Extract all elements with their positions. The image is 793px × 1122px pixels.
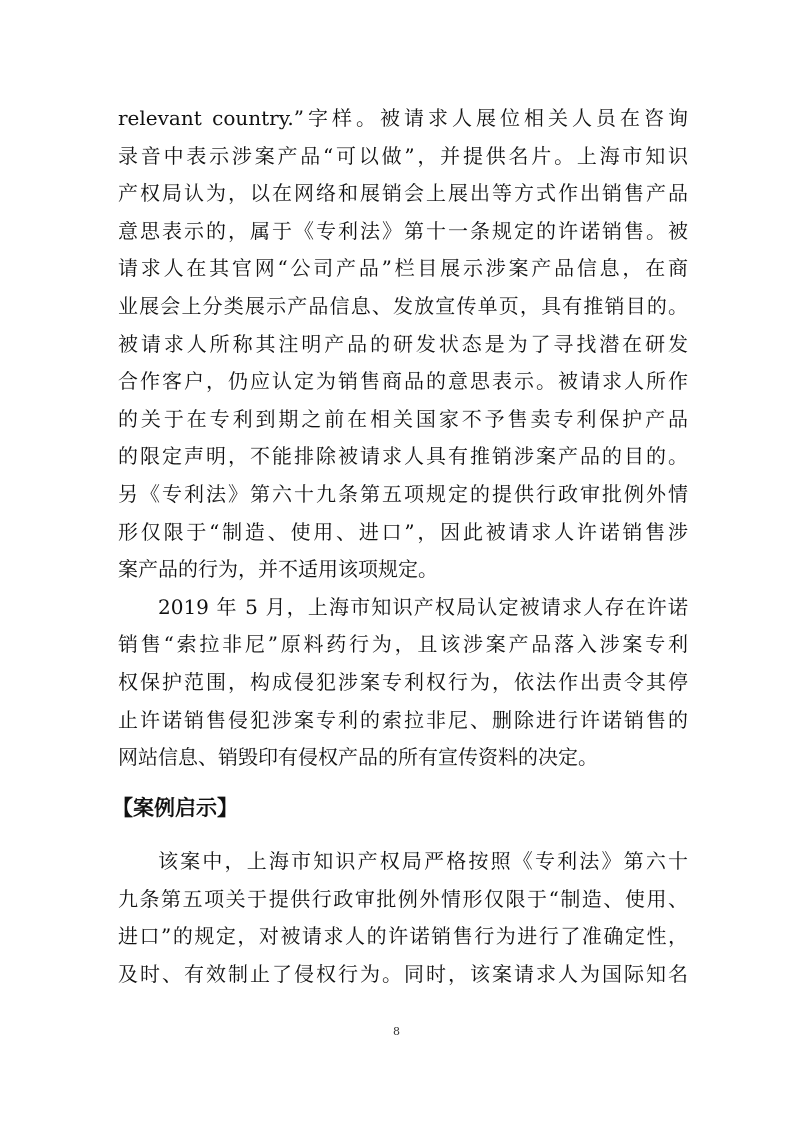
body-text-lower [118,843,688,993]
text-line: 网站信息、销毁印有侵权产品的所有宣传资料的决定。 [118,745,598,770]
text-line: 九条第五项关于提供行政审批例外情形仅限于“制造、使用、 [118,886,688,911]
text-line: 销售“索拉非尼”原料药行为，且该涉案产品落入涉案专利 [118,632,688,657]
text-line: 案产品的行为，并不适用该项规定。 [118,557,438,582]
text-line: 合作客户，仍应认定为销售商品的意思表示。被请求人所作 [118,369,688,394]
text-line: 该案中，上海市知识产权局严格按照《专利法》第六十 [158,849,688,873]
text-line: 另《专利法》第六十九条第五项规定的提供行政审批例外情 [118,481,688,506]
text-line: 意思表示的，属于《专利法》第十一条规定的许诺销售。被 [118,218,688,243]
text-line: 的限定声明，不能排除被请求人具有推销涉案产品的目的。 [118,444,688,469]
text-line: 形仅限于“制造、使用、进口”，因此被请求人许诺销售涉 [118,519,688,544]
text-line: 进口”的规定，对被请求人的许诺销售行为进行了准确定性， [118,924,688,949]
text-line: 产权局认为，以在网络和展销会上展出等方式作出销售产品 [118,181,688,206]
text-line: 及时、有效制止了侵权行为。同时，该案请求人为国际知名 [118,961,688,986]
text-line: 录音中表示涉案产品“可以做”，并提供名片。上海市知识 [118,143,688,168]
text-line: 止许诺销售侵犯涉案专利的索拉非尼、删除进行许诺销售的 [118,707,688,732]
page-number: 8 [393,1025,400,1038]
text-line: relevant country.”字样。被请求人展位相关人员在咨询 [118,106,688,130]
section-heading: 【案例启示】 [112,796,238,820]
text-line: 被请求人所称其注明产品的研发状态是为了寻找潜在研发 [118,331,688,356]
text-line: 业展会上分类展示产品信息、发放宣传单页，具有推销目的。 [118,293,688,318]
body-text-upper [118,100,688,777]
text-line: 请求人在其官网“公司产品”栏目展示涉案产品信息，在商 [118,256,688,281]
text-line: 的关于在专利到期之前在相关国家不予售卖专利保护产品 [118,406,688,431]
text-line: 权保护范围，构成侵犯涉案专利权行为，依法作出责令其停 [118,669,688,694]
text-line: 2019 年 5 月，上海市知识产权局认定被请求人存在许诺 [158,594,688,619]
